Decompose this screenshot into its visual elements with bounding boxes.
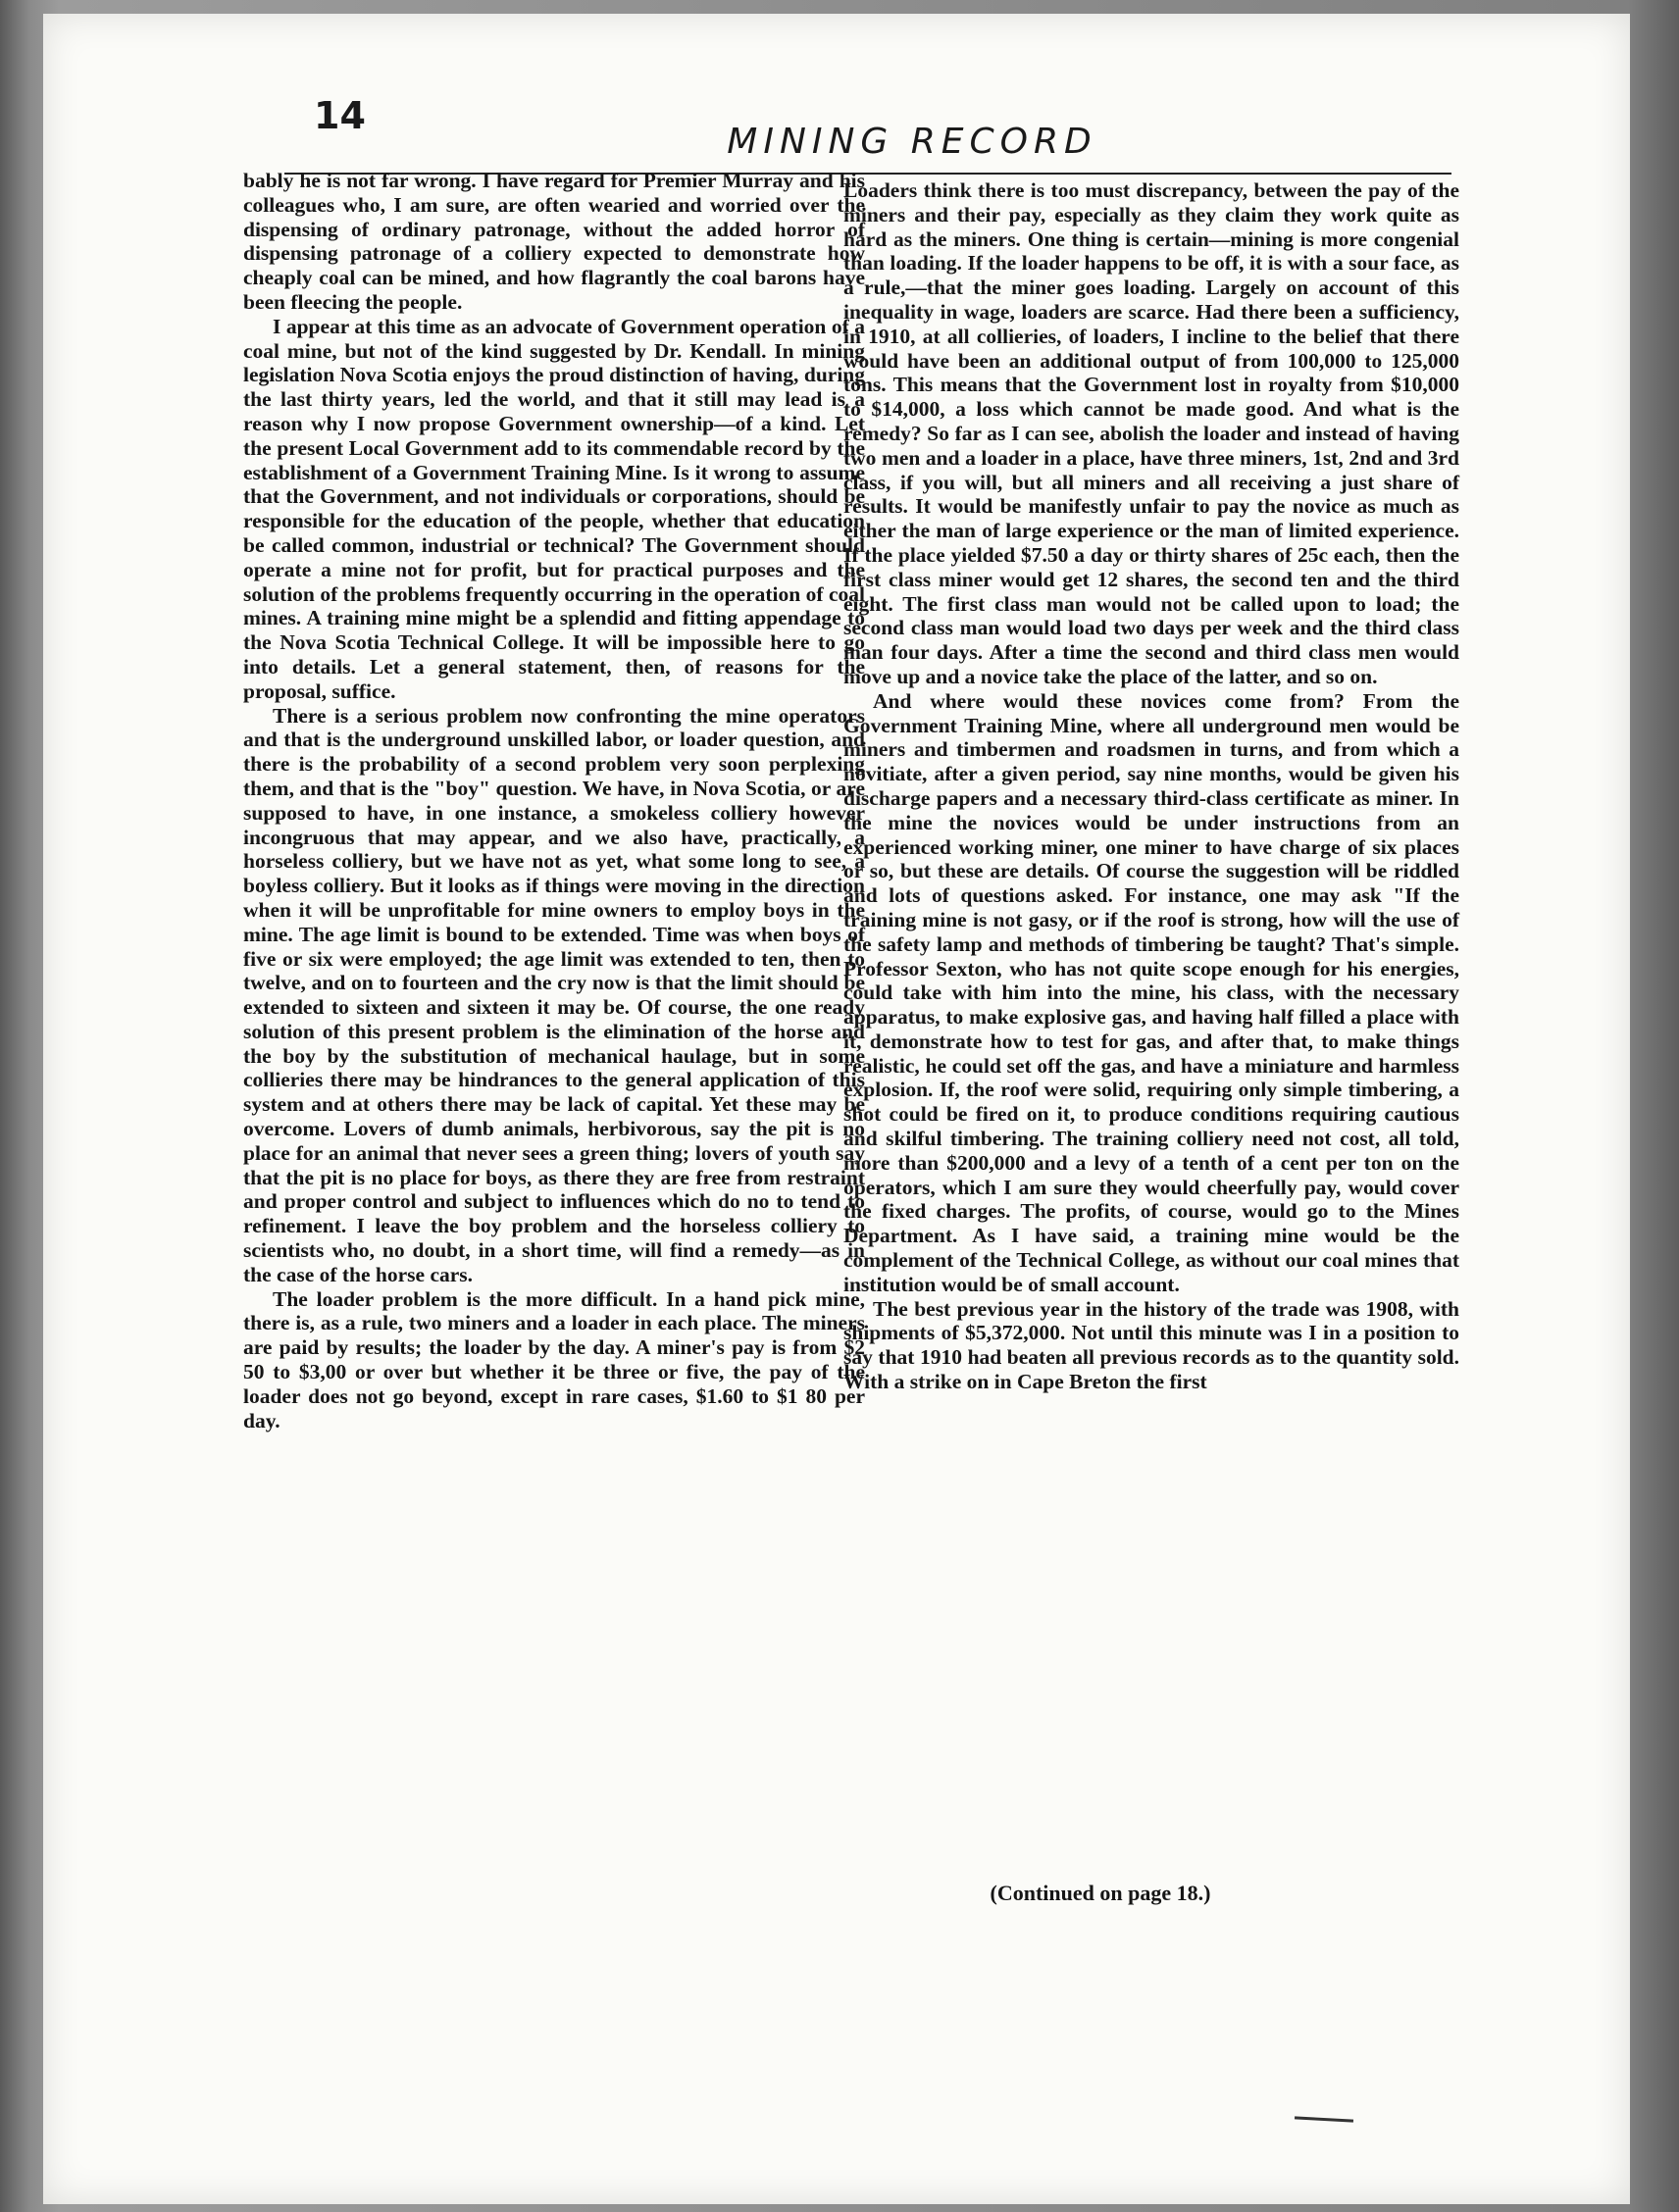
journal-title: MINING RECORD	[727, 122, 1097, 162]
right-column	[843, 178, 1459, 1394]
left-column	[243, 169, 865, 1433]
paragraph: There is a serious problem now confronting the mine operators and that is the underground unskilled labor, or loader question, and there is the probability of a second problem very soon perplexing them, and that is the "boy" question. We have, in Nova Scotia, or are supposed to have, in one instance, a smokeless colliery however incongruous that may appear, and we also have, practically, a horseless colliery, but we have not as yet, what some long to see, a boyless colliery. But it looks as if things were moving in the direction when it will be unprofitable for mine owners to employ boys in the mine. The age limit is bound to be extended. Time was when boys of five or six were employed; the age limit was extended to ten, then to twelve, and on to fourteen and the cry now is that the limit should be extended to sixteen and sixteen it may be. Of course, the one ready solution of this present problem is the elimination of the horse and the boy by the substitution of mechanical haulage, but in some collieries there may be hindrances to the general application of this system and at others there may be lack of capital. Yet these may be overcome. Lovers of dumb animals, herbivorous, say the pit is no place for an animal that never sees a green thing; lovers of youth say that the pit is no place for boys, as there they are free from restraint and proper control and subject to influences which do no to tend to refinement. I leave the boy problem and the horseless colliery to scientists who, no doubt, in a short time, will find a remedy—as in the case of the horse cars.	[243, 703, 865, 1286]
paragraph: Loaders think there is too must discrepancy, between the pay of the miners and their pay, especially as they claim they work quite as hard as the miners. One thing is certain—mining is more congenial than loading. If the loader happens to be off, it is with a sour face, as a rule,—that the miner goes loading. Largely on account of this inequality in wage, loaders are scarce. Had there been a sufficiency, in 1910, at all collieries, of loaders, I incline to the belief that there would have been an additional output of from 100,000 to 125,000 tons. This means that the Government lost in royalty from $10,000 to $14,000, a loss which cannot be made good. And what is the remedy? So far as I can see, abolish the loader and instead of having two men and a loader in a place, have three miners, 1st, 2nd and 3rd class, if you will, but all miners and all receiving a just share of results. It would be manifestly unfair to pay the novice as much as either the man of large experience or the man of limited experience. If the place yielded $7.50 a day or thirty shares of 25c each, then the first class miner would get 12 shares, the second ten and the third eight. The first class man would not be called upon to load; the second class man would load two days per week and the third class man four days. After a time the second and third class men would move up and a novice take the place of the latter, and so on.	[843, 178, 1459, 688]
paragraph: The loader problem is the more difficult. In a hand pick mine, there is, as a rule, two miners and a loader in each place. The miners are paid by results; the loader by the day. A miner's pay is from $2 50 to $3,00 or over but whether it be three or five, the pay of the loader does not go beyond, except in rare cases, $1.60 to $1 80 per day.	[243, 1286, 865, 1433]
continued-note: (Continued on page 18.)	[990, 1881, 1211, 1905]
paragraph: I appear at this time as an advocate of Government operation of a coal mine, but not of the kind suggested by Dr. Kendall. In mining legislation Nova Scotia enjoys the proud distinction of having, during the last thirty years, led the world, and that it still may lead is a reason why I now propose Government ownership—of a kind. Let the present Local Government add to its commendable record by the establishment of a Government Training Mine. Is it wrong to assume that the Government, and not individuals or corporations, should be responsible for the education of the people, whether that education be called common, industrial or technical? The Government should operate a mine not for profit, but for practical purposes and the solution of the problems frequently occurring in the operation of coal mines. A training mine might be a splendid and fitting appendage to the Nova Scotia Technical College. It will be impossible here to go into details. Let a general statement, then, of reasons for the proposal, suffice.	[243, 314, 865, 703]
page-number: 14	[314, 94, 366, 137]
paragraph: bably he is not far wrong. I have regard for Premier Murray and his colleagues who, I am sure, are often wearied and worried over the dispensing of ordinary patronage, without the added horror of dispensing patronage of a colliery expected to demonstrate how cheaply coal can be mined, and how flagrantly the coal barons have been fleecing the people.	[243, 169, 865, 314]
paragraph: The best previous year in the history of the trade was 1908, with shipments of $5,372,000. Not until this minute was I in a position to say that 1910 had beaten all previous records as to the quantity sold. With a strike on in Cape Breton the first	[843, 1296, 1459, 1394]
paragraph: And where would these novices come from? From the Government Training Mine, where all underground men would be miners and timbermen and roadsmen in turns, and from which a novitiate, after a given period, say nine months, would be given his discharge papers and a necessary third-class certificate as miner. In the mine the novices would be under instructions from an experienced working miner, one miner to have charge of six places or so, but these are details. Of course the suggestion will be riddled and lots of questions asked. For instance, one may ask "If the training mine is not gasy, or if the roof is strong, how will the use of the safety lamp and methods of timbering be taught? That's simple. Professor Sexton, who has not quite scope enough for his energies, could take with him into the mine, his class, with the necessary apparatus, to make explosive gas, and having half filled a place with it, demonstrate how to test for gas, and after that, to make things realistic, he could set off the gas, and have a miniature and harmless explosion. If, the roof were solid, requiring only simple timbering, a shot could be fired on it, to produce conditions requiring cautious and skilful timbering. The training colliery need not cost, all told, more than $200,000 and a levy of a tenth of a cent per ton on the operators, which I am sure they would cheerfully pay, would cover the fixed charges. The profits, of course, would go to the Mines Department. As I have said, a training mine would be the complement of the Technical College, as without our coal mines that institution would be of small account.	[843, 688, 1459, 1296]
